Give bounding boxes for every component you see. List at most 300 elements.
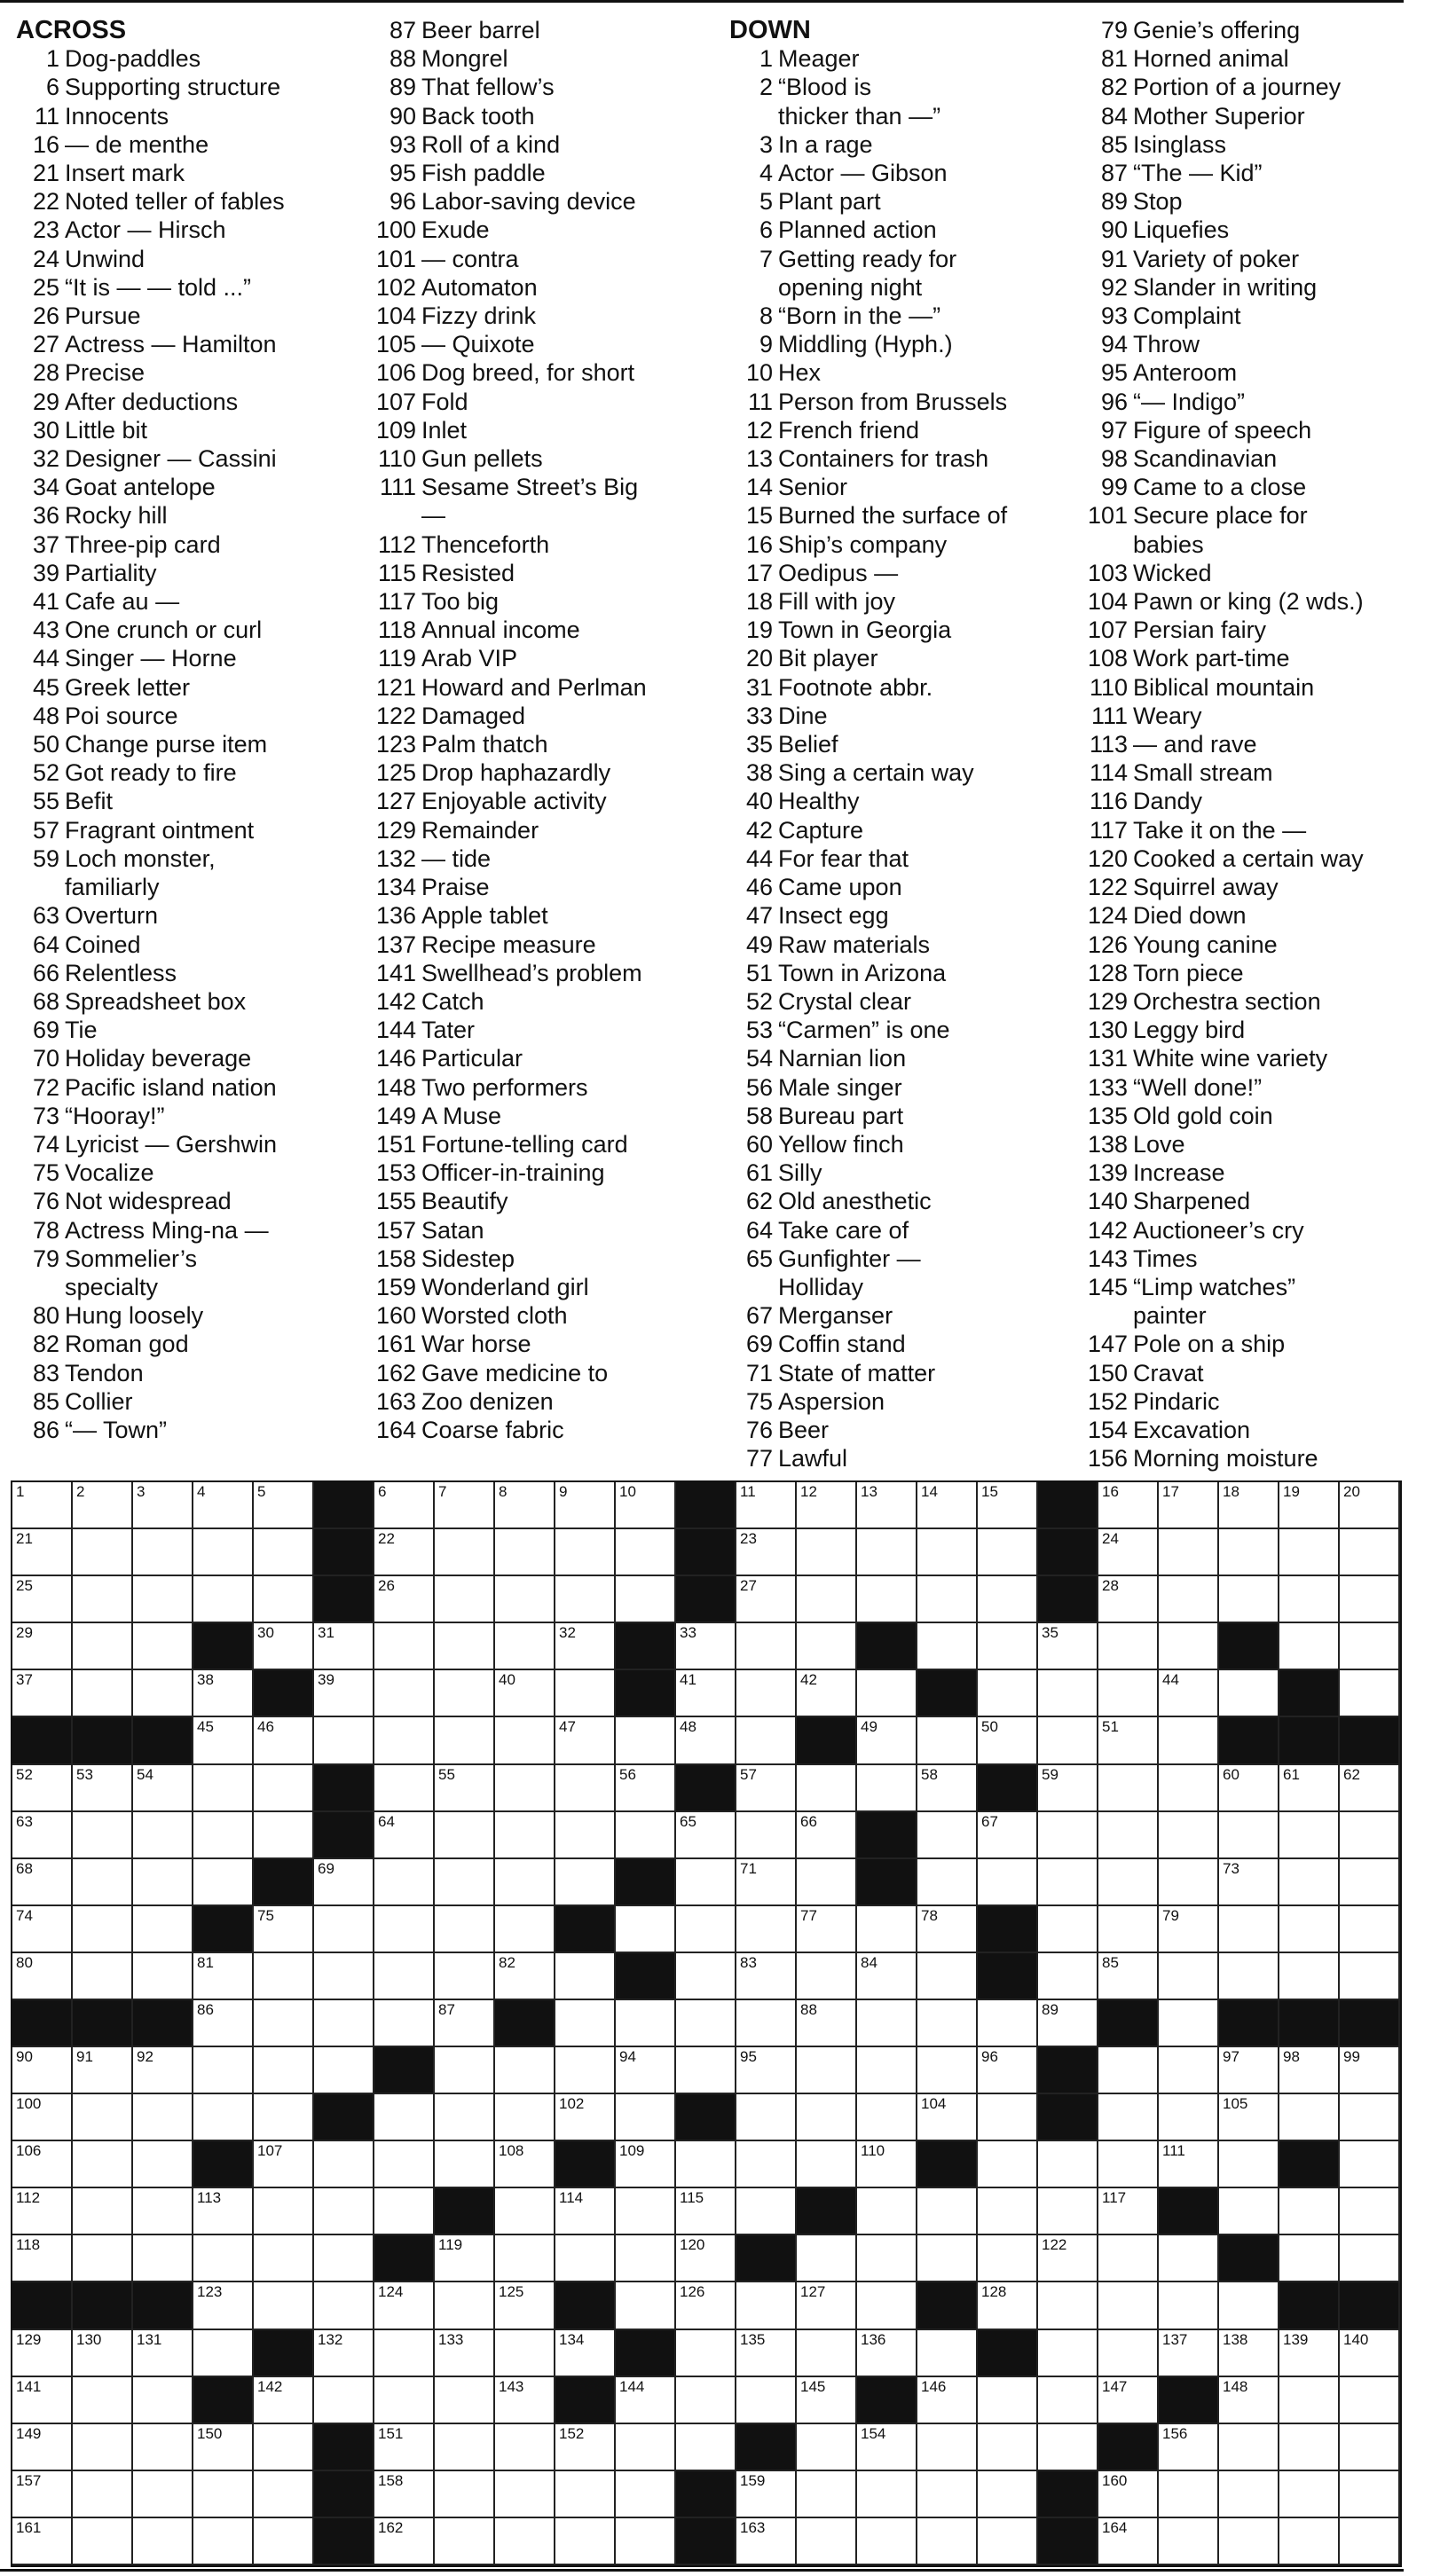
grid-cell[interactable] [193, 2471, 254, 2518]
grid-cell[interactable] [495, 2377, 555, 2424]
grid-cell[interactable] [314, 2047, 374, 2094]
grid-cell[interactable] [978, 2282, 1038, 2330]
grid-cell[interactable] [133, 1765, 193, 1812]
grid-cell[interactable] [1340, 1906, 1400, 1953]
grid-cell[interactable] [555, 2094, 616, 2141]
grid-cell[interactable] [676, 1859, 736, 1906]
grid-cell[interactable] [857, 1670, 917, 1717]
grid-cell[interactable] [736, 2047, 797, 2094]
grid-cell[interactable] [1219, 2471, 1279, 2518]
grid-cell[interactable] [254, 2094, 314, 2141]
grid-cell[interactable] [193, 1482, 254, 1529]
grid-cell[interactable] [254, 1482, 314, 1529]
grid-cell[interactable] [1038, 1953, 1098, 2000]
grid-cell[interactable] [73, 1859, 133, 1906]
grid-cell[interactable] [917, 1906, 978, 1953]
grid-cell[interactable] [1159, 1529, 1219, 1576]
grid-cell[interactable] [555, 2471, 616, 2518]
grid-cell[interactable] [797, 2094, 857, 2141]
grid-cell[interactable] [555, 1576, 616, 1623]
grid-cell[interactable] [133, 1576, 193, 1623]
grid-cell[interactable] [1159, 2471, 1219, 2518]
grid-cell[interactable] [857, 2424, 917, 2471]
grid-cell[interactable] [133, 2424, 193, 2471]
grid-cell[interactable] [133, 2377, 193, 2424]
grid-cell[interactable] [616, 2141, 676, 2188]
grid-cell[interactable] [978, 1529, 1038, 1576]
grid-cell[interactable] [917, 1717, 978, 1765]
grid-cell[interactable] [736, 1576, 797, 1623]
grid-cell[interactable] [495, 1670, 555, 1717]
grid-cell[interactable] [857, 2330, 917, 2377]
grid-cell[interactable] [1340, 2094, 1400, 2141]
grid-cell[interactable] [73, 2235, 133, 2282]
grid-cell[interactable] [1340, 2377, 1400, 2424]
grid-cell[interactable] [133, 1812, 193, 1859]
grid-cell[interactable] [555, 1670, 616, 1717]
grid-cell[interactable] [254, 2000, 314, 2047]
grid-cell[interactable] [12, 1529, 73, 1576]
grid-cell[interactable] [12, 2471, 73, 2518]
grid-cell[interactable] [1340, 2330, 1400, 2377]
grid-cell[interactable] [133, 2047, 193, 2094]
grid-cell[interactable] [1038, 2141, 1098, 2188]
grid-cell[interactable] [435, 2000, 495, 2047]
grid-cell[interactable] [616, 2047, 676, 2094]
grid-cell[interactable] [917, 2330, 978, 2377]
grid-cell[interactable] [435, 1717, 495, 1765]
grid-cell[interactable] [254, 1812, 314, 1859]
grid-cell[interactable] [857, 2000, 917, 2047]
grid-cell[interactable] [193, 1670, 254, 1717]
grid-cell[interactable] [193, 1765, 254, 1812]
grid-cell[interactable] [857, 1717, 917, 1765]
grid-cell[interactable] [736, 1906, 797, 1953]
grid-cell[interactable] [254, 2047, 314, 2094]
grid-cell[interactable] [1219, 1906, 1279, 1953]
grid-cell[interactable] [73, 2330, 133, 2377]
grid-cell[interactable] [133, 2518, 193, 2565]
grid-cell[interactable] [1219, 1765, 1279, 1812]
grid-cell[interactable] [1340, 1812, 1400, 1859]
grid-cell[interactable] [254, 1906, 314, 1953]
grid-cell[interactable] [616, 2000, 676, 2047]
grid-cell[interactable] [1098, 1859, 1159, 1906]
grid-cell[interactable] [73, 2424, 133, 2471]
grid-cell[interactable] [736, 2282, 797, 2330]
grid-cell[interactable] [616, 2471, 676, 2518]
grid-cell[interactable] [857, 2471, 917, 2518]
grid-cell[interactable] [1219, 2377, 1279, 2424]
grid-cell[interactable] [1159, 2047, 1219, 2094]
grid-cell[interactable] [1098, 1576, 1159, 1623]
grid-cell[interactable] [917, 2377, 978, 2424]
grid-cell[interactable] [435, 2518, 495, 2565]
grid-cell[interactable] [676, 2235, 736, 2282]
grid-cell[interactable] [495, 1529, 555, 1576]
grid-cell[interactable] [1098, 1670, 1159, 1717]
grid-cell[interactable] [193, 2424, 254, 2471]
grid-cell[interactable] [857, 2047, 917, 2094]
grid-cell[interactable] [254, 2377, 314, 2424]
grid-cell[interactable] [1279, 2094, 1340, 2141]
grid-cell[interactable] [193, 2188, 254, 2235]
grid-cell[interactable] [797, 2235, 857, 2282]
grid-cell[interactable] [1279, 2047, 1340, 2094]
grid-cell[interactable] [193, 2330, 254, 2377]
grid-cell[interactable] [193, 2518, 254, 2565]
grid-cell[interactable] [495, 2047, 555, 2094]
grid-cell[interactable] [857, 2094, 917, 2141]
grid-cell[interactable] [254, 1765, 314, 1812]
grid-cell[interactable] [314, 2188, 374, 2235]
grid-cell[interactable] [495, 1623, 555, 1670]
grid-cell[interactable] [12, 1576, 73, 1623]
grid-cell[interactable] [133, 1859, 193, 1906]
grid-cell[interactable] [73, 1623, 133, 1670]
grid-cell[interactable] [1038, 2424, 1098, 2471]
grid-cell[interactable] [1159, 1576, 1219, 1623]
grid-cell[interactable] [857, 2188, 917, 2235]
grid-cell[interactable] [1098, 1953, 1159, 2000]
grid-cell[interactable] [495, 1482, 555, 1529]
grid-cell[interactable] [374, 2424, 435, 2471]
grid-cell[interactable] [1159, 2000, 1219, 2047]
grid-cell[interactable] [1038, 2000, 1098, 2047]
grid-cell[interactable] [797, 2377, 857, 2424]
grid-cell[interactable] [1159, 1717, 1219, 1765]
grid-cell[interactable] [435, 1906, 495, 1953]
grid-cell[interactable] [1038, 2188, 1098, 2235]
grid-cell[interactable] [917, 2235, 978, 2282]
grid-cell[interactable] [314, 1623, 374, 1670]
grid-cell[interactable] [1279, 2188, 1340, 2235]
grid-cell[interactable] [1219, 1576, 1279, 1623]
grid-cell[interactable] [73, 1906, 133, 1953]
grid-cell[interactable] [314, 2000, 374, 2047]
grid-cell[interactable] [1159, 2235, 1219, 2282]
grid-cell[interactable] [1219, 1482, 1279, 1529]
grid-cell[interactable] [495, 2094, 555, 2141]
grid-cell[interactable] [1098, 1529, 1159, 1576]
grid-cell[interactable] [1279, 1623, 1340, 1670]
grid-cell[interactable] [435, 1623, 495, 1670]
grid-cell[interactable] [314, 2330, 374, 2377]
grid-cell[interactable] [1279, 1953, 1340, 2000]
grid-cell[interactable] [857, 2141, 917, 2188]
grid-cell[interactable] [736, 1859, 797, 1906]
grid-cell[interactable] [374, 1670, 435, 1717]
grid-cell[interactable] [857, 1765, 917, 1812]
grid-cell[interactable] [374, 2282, 435, 2330]
grid-cell[interactable] [1159, 2094, 1219, 2141]
grid-cell[interactable] [435, 2330, 495, 2377]
grid-cell[interactable] [73, 1953, 133, 2000]
grid-cell[interactable] [857, 1482, 917, 1529]
grid-cell[interactable] [374, 2188, 435, 2235]
grid-cell[interactable] [435, 1953, 495, 2000]
grid-cell[interactable] [676, 2141, 736, 2188]
grid-cell[interactable] [374, 2518, 435, 2565]
grid-cell[interactable] [555, 2188, 616, 2235]
grid-cell[interactable] [676, 2282, 736, 2330]
grid-cell[interactable] [495, 1906, 555, 1953]
grid-cell[interactable] [73, 2518, 133, 2565]
grid-cell[interactable] [495, 2471, 555, 2518]
grid-cell[interactable] [1340, 2471, 1400, 2518]
grid-cell[interactable] [495, 2235, 555, 2282]
grid-cell[interactable] [12, 1623, 73, 1670]
grid-cell[interactable] [12, 1765, 73, 1812]
grid-cell[interactable] [193, 1717, 254, 1765]
grid-cell[interactable] [1340, 1623, 1400, 1670]
grid-cell[interactable] [374, 1623, 435, 1670]
grid-cell[interactable] [133, 2094, 193, 2141]
grid-cell[interactable] [374, 2000, 435, 2047]
grid-cell[interactable] [374, 1859, 435, 1906]
grid-cell[interactable] [435, 2235, 495, 2282]
grid-cell[interactable] [1038, 1717, 1098, 1765]
grid-cell[interactable] [917, 1529, 978, 1576]
grid-cell[interactable] [435, 2141, 495, 2188]
grid-cell[interactable] [797, 1812, 857, 1859]
grid-cell[interactable] [555, 1765, 616, 1812]
grid-cell[interactable] [1038, 1670, 1098, 1717]
grid-cell[interactable] [12, 2518, 73, 2565]
grid-cell[interactable] [1219, 1859, 1279, 1906]
grid-cell[interactable] [857, 1576, 917, 1623]
grid-cell[interactable] [736, 2518, 797, 2565]
grid-cell[interactable] [736, 2141, 797, 2188]
grid-cell[interactable] [1279, 1812, 1340, 1859]
grid-cell[interactable] [1279, 1906, 1340, 1953]
grid-cell[interactable] [314, 1906, 374, 1953]
grid-cell[interactable] [12, 2188, 73, 2235]
grid-cell[interactable] [374, 1953, 435, 2000]
grid-cell[interactable] [917, 2518, 978, 2565]
grid-cell[interactable] [1038, 2330, 1098, 2377]
grid-cell[interactable] [1159, 1812, 1219, 1859]
grid-cell[interactable] [1098, 2518, 1159, 2565]
grid-cell[interactable] [797, 1576, 857, 1623]
grid-cell[interactable] [978, 2377, 1038, 2424]
grid-cell[interactable] [193, 1859, 254, 1906]
grid-cell[interactable] [374, 1765, 435, 1812]
grid-cell[interactable] [616, 2282, 676, 2330]
grid-cell[interactable] [1340, 2047, 1400, 2094]
grid-cell[interactable] [133, 1529, 193, 1576]
grid-cell[interactable] [1098, 1717, 1159, 1765]
grid-cell[interactable] [254, 1529, 314, 1576]
grid-cell[interactable] [133, 1482, 193, 1529]
grid-cell[interactable] [978, 2047, 1038, 2094]
grid-cell[interactable] [978, 1623, 1038, 1670]
grid-cell[interactable] [374, 2094, 435, 2141]
grid-cell[interactable] [1038, 2377, 1098, 2424]
grid-cell[interactable] [797, 2424, 857, 2471]
grid-cell[interactable] [1219, 2518, 1279, 2565]
grid-cell[interactable] [555, 1717, 616, 1765]
grid-cell[interactable] [435, 2424, 495, 2471]
grid-cell[interactable] [133, 2141, 193, 2188]
grid-cell[interactable] [676, 1953, 736, 2000]
grid-cell[interactable] [797, 1906, 857, 1953]
grid-cell[interactable] [133, 1670, 193, 1717]
grid-cell[interactable] [736, 1670, 797, 1717]
grid-cell[interactable] [797, 2518, 857, 2565]
grid-cell[interactable] [1340, 2141, 1400, 2188]
grid-cell[interactable] [978, 2235, 1038, 2282]
grid-cell[interactable] [676, 1670, 736, 1717]
grid-cell[interactable] [797, 2000, 857, 2047]
grid-cell[interactable] [1159, 1765, 1219, 1812]
grid-cell[interactable] [12, 2047, 73, 2094]
grid-cell[interactable] [374, 2141, 435, 2188]
grid-cell[interactable] [736, 2471, 797, 2518]
grid-cell[interactable] [495, 1717, 555, 1765]
grid-cell[interactable] [555, 2235, 616, 2282]
grid-cell[interactable] [616, 1765, 676, 1812]
grid-cell[interactable] [1219, 2047, 1279, 2094]
grid-cell[interactable] [1159, 2424, 1219, 2471]
grid-cell[interactable] [917, 2094, 978, 2141]
grid-cell[interactable] [917, 2188, 978, 2235]
grid-cell[interactable] [797, 1859, 857, 1906]
grid-cell[interactable] [1098, 2141, 1159, 2188]
grid-cell[interactable] [736, 1953, 797, 2000]
grid-cell[interactable] [12, 2424, 73, 2471]
grid-cell[interactable] [676, 2424, 736, 2471]
grid-cell[interactable] [374, 1529, 435, 1576]
grid-cell[interactable] [1340, 1576, 1400, 1623]
grid-cell[interactable] [193, 2000, 254, 2047]
grid-cell[interactable] [1098, 2330, 1159, 2377]
grid-cell[interactable] [12, 2235, 73, 2282]
grid-cell[interactable] [495, 1859, 555, 1906]
grid-cell[interactable] [254, 1576, 314, 1623]
grid-cell[interactable] [495, 1812, 555, 1859]
grid-cell[interactable] [495, 2141, 555, 2188]
grid-cell[interactable] [1098, 2188, 1159, 2235]
grid-cell[interactable] [495, 1953, 555, 2000]
grid-cell[interactable] [193, 1953, 254, 2000]
grid-cell[interactable] [1159, 1906, 1219, 1953]
grid-cell[interactable] [495, 1765, 555, 1812]
grid-cell[interactable] [1340, 1482, 1400, 1529]
grid-cell[interactable] [1279, 1859, 1340, 1906]
grid-cell[interactable] [12, 1953, 73, 2000]
grid-cell[interactable] [12, 1859, 73, 1906]
grid-cell[interactable] [1038, 1859, 1098, 1906]
grid-cell[interactable] [555, 2518, 616, 2565]
grid-cell[interactable] [1098, 1482, 1159, 1529]
grid-cell[interactable] [555, 1812, 616, 1859]
grid-cell[interactable] [1219, 2188, 1279, 2235]
grid-cell[interactable] [917, 2000, 978, 2047]
grid-cell[interactable] [1038, 1623, 1098, 1670]
grid-cell[interactable] [254, 1717, 314, 1765]
grid-cell[interactable] [736, 1765, 797, 1812]
grid-cell[interactable] [12, 2141, 73, 2188]
grid-cell[interactable] [978, 2518, 1038, 2565]
grid-cell[interactable] [797, 1670, 857, 1717]
grid-cell[interactable] [616, 2094, 676, 2141]
grid-cell[interactable] [978, 1576, 1038, 1623]
grid-cell[interactable] [676, 2377, 736, 2424]
grid-cell[interactable] [1279, 2518, 1340, 2565]
grid-cell[interactable] [978, 1812, 1038, 1859]
grid-cell[interactable] [73, 2377, 133, 2424]
grid-cell[interactable] [73, 2141, 133, 2188]
grid-cell[interactable] [12, 1482, 73, 1529]
grid-cell[interactable] [495, 2424, 555, 2471]
grid-cell[interactable] [314, 1859, 374, 1906]
grid-cell[interactable] [1038, 1906, 1098, 1953]
grid-cell[interactable] [495, 2518, 555, 2565]
grid-cell[interactable] [193, 2047, 254, 2094]
grid-cell[interactable] [616, 2188, 676, 2235]
grid-cell[interactable] [676, 2047, 736, 2094]
grid-cell[interactable] [12, 1670, 73, 1717]
grid-cell[interactable] [73, 1529, 133, 1576]
grid-cell[interactable] [736, 1812, 797, 1859]
grid-cell[interactable] [374, 1812, 435, 1859]
grid-cell[interactable] [676, 1623, 736, 1670]
grid-cell[interactable] [917, 1765, 978, 1812]
grid-cell[interactable] [736, 1529, 797, 1576]
grid-cell[interactable] [193, 1529, 254, 1576]
grid-cell[interactable] [133, 1623, 193, 1670]
grid-cell[interactable] [374, 2377, 435, 2424]
grid-cell[interactable] [616, 1717, 676, 1765]
grid-cell[interactable] [1159, 1953, 1219, 2000]
grid-cell[interactable] [12, 1812, 73, 1859]
grid-cell[interactable] [857, 1906, 917, 1953]
grid-cell[interactable] [736, 2094, 797, 2141]
grid-cell[interactable] [374, 2471, 435, 2518]
grid-cell[interactable] [1340, 1953, 1400, 2000]
grid-cell[interactable] [676, 1812, 736, 1859]
grid-cell[interactable] [73, 2047, 133, 2094]
grid-cell[interactable] [73, 1576, 133, 1623]
grid-cell[interactable] [1159, 1859, 1219, 1906]
grid-cell[interactable] [314, 2377, 374, 2424]
grid-cell[interactable] [133, 2471, 193, 2518]
grid-cell[interactable] [1219, 2094, 1279, 2141]
grid-cell[interactable] [978, 1717, 1038, 1765]
grid-cell[interactable] [978, 2000, 1038, 2047]
grid-cell[interactable] [917, 1576, 978, 1623]
grid-cell[interactable] [12, 1906, 73, 1953]
grid-cell[interactable] [676, 2000, 736, 2047]
grid-cell[interactable] [1098, 2235, 1159, 2282]
grid-cell[interactable] [1219, 2330, 1279, 2377]
grid-cell[interactable] [797, 1529, 857, 1576]
grid-cell[interactable] [314, 1717, 374, 1765]
grid-cell[interactable] [555, 1529, 616, 1576]
grid-cell[interactable] [1038, 2235, 1098, 2282]
grid-cell[interactable] [1219, 2424, 1279, 2471]
grid-cell[interactable] [857, 1529, 917, 1576]
grid-cell[interactable] [736, 1482, 797, 1529]
grid-cell[interactable] [797, 2141, 857, 2188]
grid-cell[interactable] [254, 2518, 314, 2565]
grid-cell[interactable] [555, 1623, 616, 1670]
grid-cell[interactable] [254, 2141, 314, 2188]
grid-cell[interactable] [73, 2188, 133, 2235]
grid-cell[interactable] [73, 2471, 133, 2518]
grid-cell[interactable] [1219, 1529, 1279, 1576]
